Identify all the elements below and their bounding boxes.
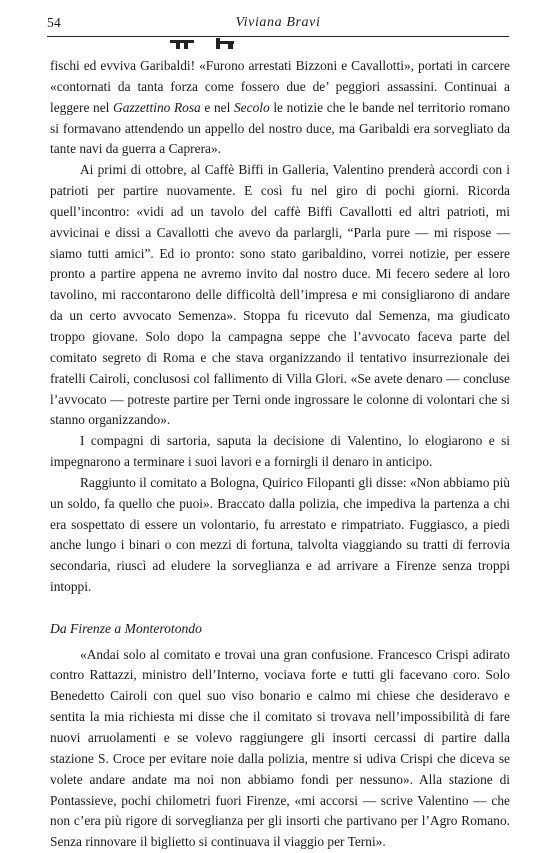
scan-smudge (170, 38, 242, 50)
paragraph-p5 (50, 645, 510, 853)
section-spacer (50, 598, 510, 619)
paragraph-p4 (50, 473, 510, 598)
text-run: fischi ed evviva Garibaldi! «Furono arrestati Bizzoni e Cavallotti», portati in carcere «contornati da tanta forza come fossero due de’ peggiori assassini. Continuai a leggere nel (50, 58, 510, 115)
paragraph-p3 (50, 431, 510, 473)
running-head: Viviana Bravi (235, 15, 321, 30)
body-text (50, 56, 510, 853)
paragraph-group-section (50, 645, 510, 853)
paragraph-p2 (50, 160, 510, 431)
text-run: le notizie che le bande nel territorio romano si formavano attendendo un appello del nostro duce, ma Garibaldi era sorvegliato da tante navi da guerra a Caprera». (50, 99, 510, 157)
paragraph-group-main (50, 56, 510, 598)
section-title: Da Firenze a Monterotondo (50, 620, 202, 636)
text-run: Raggiunto il comitato a Bologna, Quirico Filopanti gli disse: «Non abbiamo più un soldo, fa quello che puoi». Braccato dalla polizia, che impediva la partenza a chi era sospettato di essere un volontario, fu arrestato e rimpatriato. Fuggiasco, a piedi anche lungo i binari o con mezzi di fortuna, talvolta viaggiando su tratti di ferrovia secondaria, riuscì ad eludere la sorveglianza e ad arrivare a Firenze senza troppi intoppi. (50, 474, 510, 595)
page-number: 54 (47, 15, 61, 30)
text-run: I compagni di sartoria, saputa la decisione di Valentino, lo elogiarono e si impegnarono a terminare i suoi lavori e a fornirgli il denaro in anticipo. (50, 433, 510, 470)
page-header (47, 13, 509, 35)
text-run: «Andai solo al comitato e trovai una gran confusione. Francesco Crispi adirato contro Rattazzi, ministro dell’Interno, vociava forte e tutti gli facevano coro. Solo Benedetto Cairoli con quel suo viso bonario e calmo mi chiese che desideravo e sentita la mia richiesta mi disse che il comitato si trovava nell’impossibilità di fare nuovi arruolamenti e se volevo raggiungere gli insorti cercassi di partire dalla stazione S. Croce per evitare noie dalla polizia, mentre si udiva Crispi che diceva se volete andare andate ma noi non abbiamo fondi per nessuno». Alla stazione di Pontassieve, pochi chilometri fuori Firenze, «mi accorsi — scrive Valentino — che non c’era più rigore di sorveglianza per gli insorti che partivano per l’Agro Romano. Senza rinnovare il biglietto si continuava il viaggio per Terni». (50, 646, 510, 850)
text-run: e nel (200, 99, 234, 115)
italic-title: Secolo (233, 99, 270, 115)
italic-title: Gazzettino Rosa (113, 99, 201, 115)
header-rule (47, 36, 509, 37)
paragraph-p1 (50, 56, 510, 160)
text-run: Ai primi di ottobre, al Caffè Biffi in Galleria, Valentino prenderà accordi con i patrioti per partire nuovamente. E così fu nel giro di pochi giorni. Ricorda quell’incontro: «vidi ad un tavolo del caffè Biffi Cavallotti ed altri patrioti, mi avvicinai e dissi a Cavallotti che avevo da parlargli, “Parla pure — mi rispose — siamo tutti amici”. Ed io pronto: sono stato garibaldino, vorrei notizie, per essere pronto a partire appena ne avremo invito dal nostro duce. Mi fecero sedere al loro tavolino, mi raccontarono delle difficoltà dell’impresa e mi consigliarono di andare da un certo avvocato Semenza». Stoppa fu ricevuto dal Semenza, ma giudicato troppo giovane. Solo dopo la campagna seppe che l’avvocato faceva parte del comitato segreto di Roma e che stava organizzando il tentativo insurrezionale dei fratelli Cairoli, conclusosi col fallimento di Villa Glori. «Se avete denaro — concluse l’avvocato — potreste partire per Terni onde ingrossare le colonne di volontari che si stanno organizzando». (50, 162, 510, 428)
